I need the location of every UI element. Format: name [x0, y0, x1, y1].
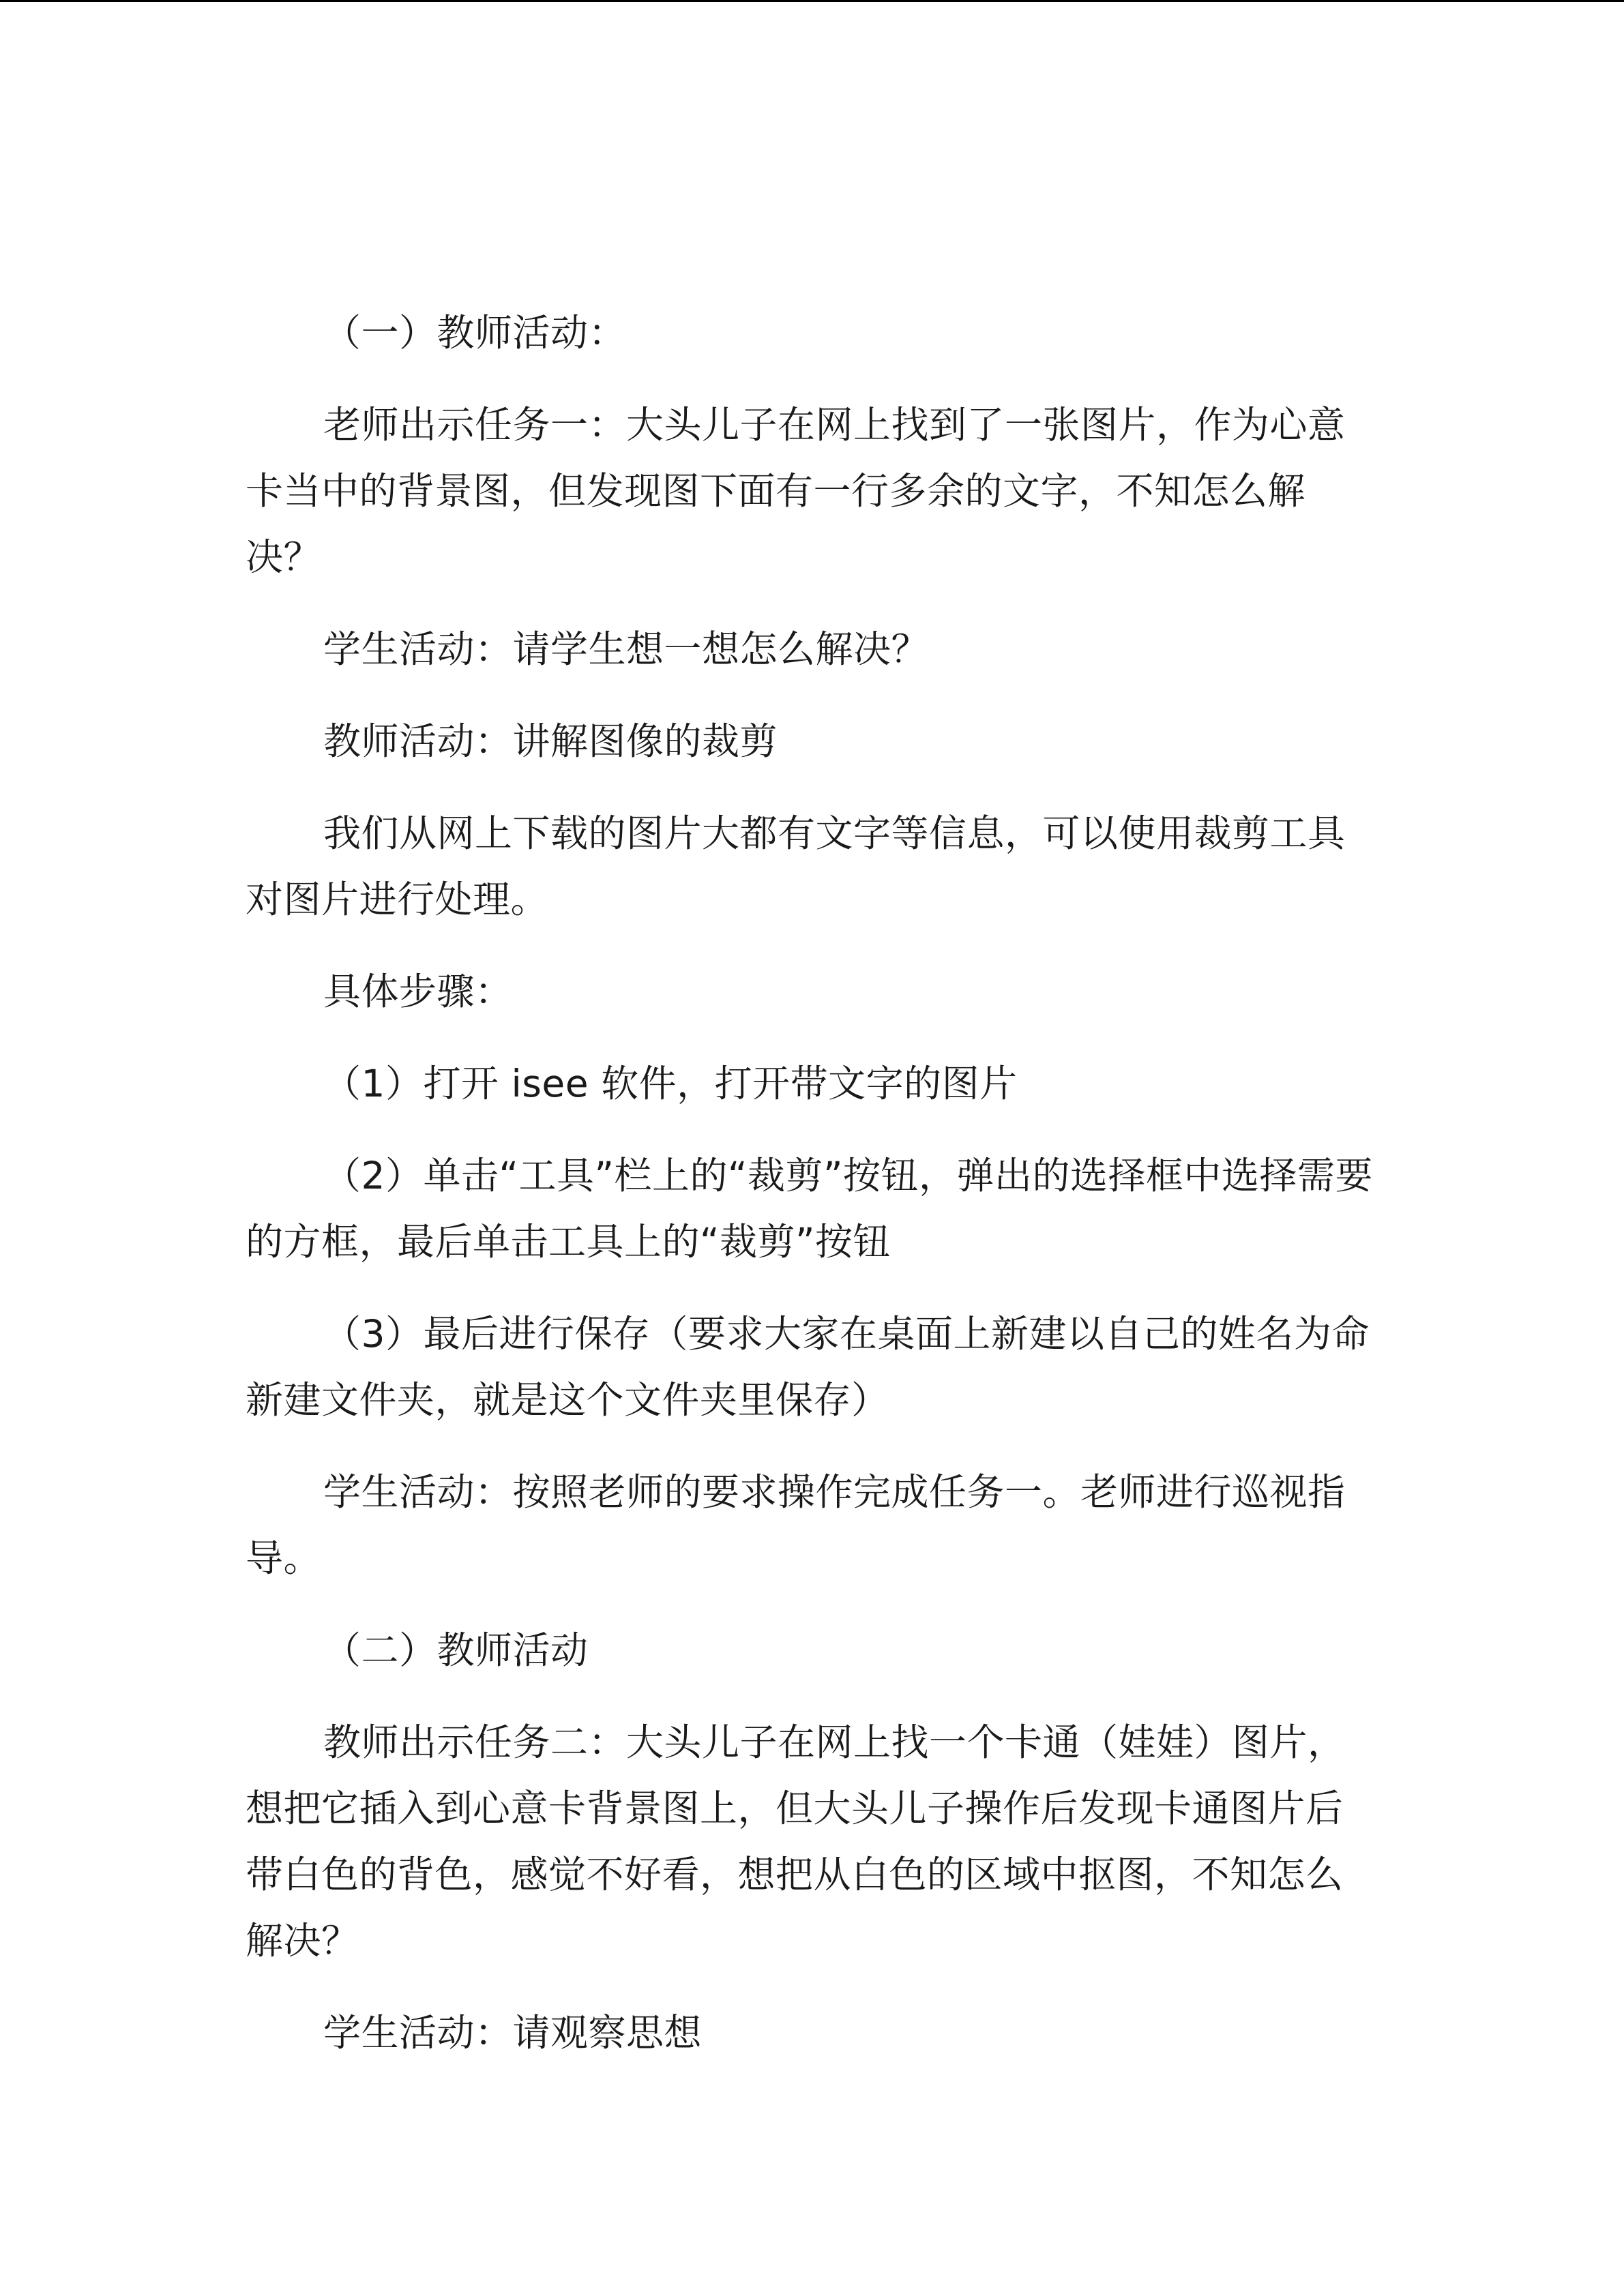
teacher-activity-crop-lecture: 教师活动：讲解图像的裁剪	[323, 719, 778, 763]
student-activity-think: 学生活动：请学生想一想怎么解决？	[323, 627, 930, 671]
task-one-description: 老师出示任务一：大头儿子在网上找到了一张图片，作为心意卡当中的背景图，但发现图下面有一行多余的文字，不知怎么解决？	[246, 403, 1346, 579]
steps-heading: 具体步骤：	[323, 970, 513, 1013]
task-two-description: 教师出示任务二：大头儿子在网上找一个卡通（娃娃）图片，想把它插入到心意卡背景图上，但大头儿子操作后发现卡通图片后带白色的背色，感觉不好看，想把从白色的区域中抠图，不知怎么解决？	[246, 1720, 1346, 1963]
student-activity-complete-task-one: 学生活动：按照老师的要求操作完成任务一。老师进行巡视指导。	[246, 1470, 1346, 1580]
page-top-border	[0, 0, 1624, 2]
document-body	[246, 300, 1378, 2092]
section-heading-teacher-activity-1: （一）教师活动：	[323, 311, 627, 355]
step-2: （2）单击“工具”栏上的“裁剪”按钮，弹出的选择框中选择需要的方框，最后单击工具上的“裁剪”按钮	[246, 1154, 1373, 1264]
student-activity-observe: 学生活动：请观察思想	[323, 2011, 703, 2055]
crop-explanation: 我们从网上下载的图片大都有文字等信息，可以使用裁剪工具对图片进行处理。	[246, 811, 1346, 921]
step-1: （1）打开 isee 软件，打开带文字的图片	[323, 1062, 1018, 1105]
step-3: （3）最后进行保存（要求大家在桌面上新建以自己的姓名为命新建文件夹，就是这个文件夹里保存）	[246, 1312, 1370, 1422]
section-heading-teacher-activity-2: （二）教师活动	[323, 1628, 589, 1672]
